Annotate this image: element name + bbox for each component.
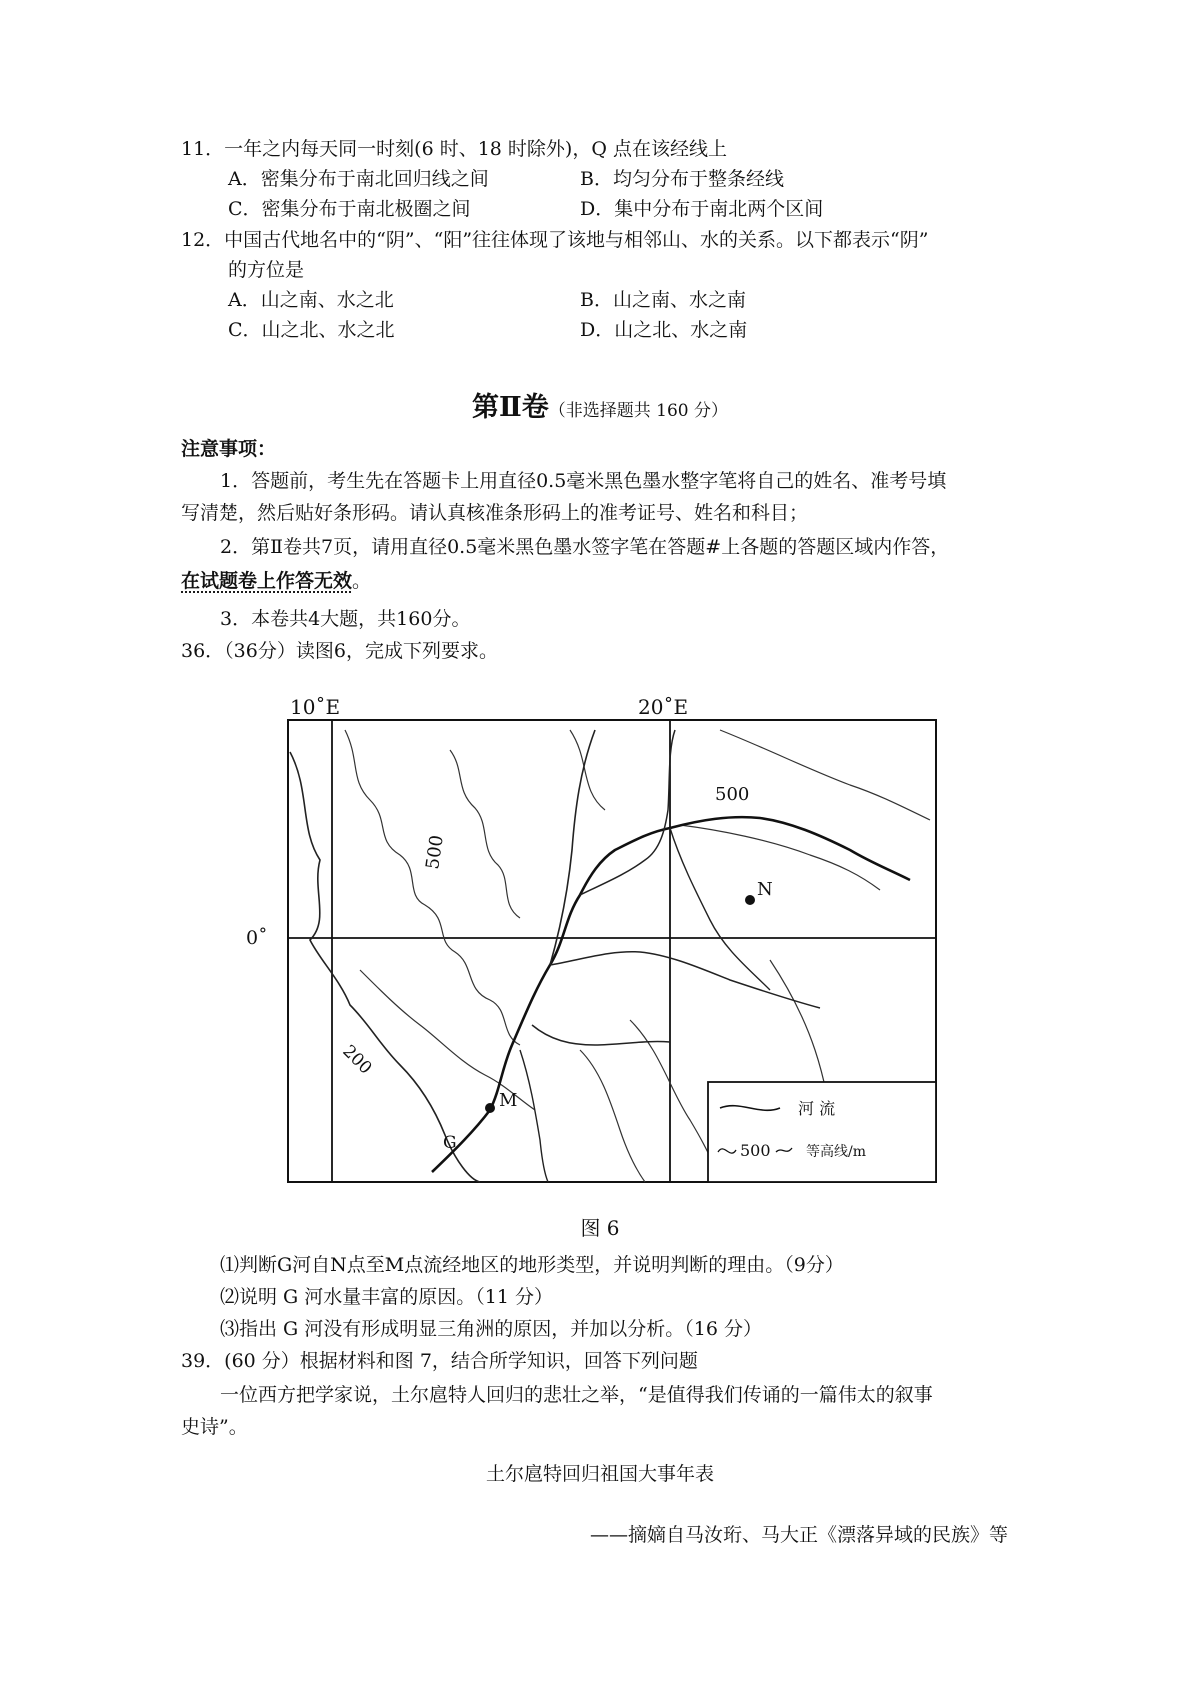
q11-option-c: C．密集分布于南北极圈之间 bbox=[228, 198, 471, 220]
contour-line bbox=[680, 825, 880, 890]
tributary bbox=[550, 730, 595, 965]
q11-option-b: B．均匀分布于整条经线 bbox=[580, 168, 784, 190]
q39-material-line2: 史诗”。 bbox=[181, 1416, 248, 1438]
figure-caption: 图 6 bbox=[580, 1216, 620, 1240]
q39-stem: 39．(60 分）根据材料和图 7，结合所学知识，回答下列问题 bbox=[181, 1350, 698, 1372]
point-n-label: N bbox=[757, 879, 773, 900]
lon-20-label: 20˚E bbox=[638, 695, 689, 719]
q11-option-a: A．密集分布于南北回归线之间 bbox=[228, 168, 489, 190]
legend-river-label: 河 流 bbox=[798, 1099, 836, 1118]
contour-line bbox=[720, 730, 930, 820]
lon-10-label: 10˚E bbox=[290, 695, 341, 719]
equator-label: 0˚ bbox=[246, 927, 268, 949]
tributary bbox=[670, 828, 770, 990]
tributary bbox=[520, 1050, 548, 1182]
point-n-marker bbox=[745, 895, 755, 905]
notes-item2-end: 。 bbox=[352, 570, 372, 592]
section-title-sub: （非选择题共 160 分） bbox=[548, 401, 729, 421]
contour-label-500-east: 500 bbox=[715, 784, 750, 805]
q12-option-d: D．山之北、水之南 bbox=[580, 319, 748, 341]
q12-option-b: B．山之南、水之南 bbox=[580, 289, 746, 311]
q39-source: ——摘嫡自马汝珩、马大正《漂落异域的民族》等 bbox=[590, 1524, 1009, 1546]
notes-item1-line1: 1．答题前，考生先在答题卡上用直径0.5毫米黑色墨水整字笔将自己的姓名、准考号填 bbox=[220, 470, 947, 492]
contour-label-500-west: 500 bbox=[422, 833, 448, 871]
contour-line bbox=[360, 970, 535, 1110]
legend-contour-label: 等高线/m bbox=[806, 1144, 866, 1160]
contour-label-200: 200 bbox=[338, 1041, 376, 1079]
contour-line bbox=[450, 750, 520, 918]
notes-item1-line2: 写清楚，然后贴好条形码。请认真核准条形码上的准考证号、姓名和科目； bbox=[181, 502, 809, 524]
q36-sub1: ⑴判断G河自N点至M点流经地区的地形类型，并说明判断的理由。（9分） bbox=[220, 1254, 844, 1276]
notes-item3: 3．本卷共4大题，共160分。 bbox=[220, 608, 471, 630]
q12-stem-line2: 的方位是 bbox=[228, 259, 305, 281]
contour-line bbox=[570, 730, 605, 810]
q39-material-line1: 一位西方把学家说，土尔扈特人回归的悲壮之举，“是值得我们传诵的一篇伟太的叙事 bbox=[220, 1384, 933, 1406]
point-m-marker bbox=[485, 1103, 495, 1113]
q12-stem-line1: 12．中国古代地名中的“阴”、“阳”往往体现了该地与相邻山、水的关系。以下都表示“阴” bbox=[181, 229, 929, 251]
point-m-label: M bbox=[499, 1090, 518, 1111]
section-title bbox=[0, 385, 1200, 424]
notes-item2-line1: 2．第Ⅱ卷共7页，请用直径0.5毫米黑色墨水签字笔在答题#上各题的答题区域内作答， bbox=[220, 536, 950, 558]
q11-stem: 11．一年之内每天同一时刻(6 时、18 时除外)，Q 点在该经线上 bbox=[181, 138, 727, 160]
map-legend bbox=[708, 1082, 936, 1182]
q11-option-d: D．集中分布于南北两个区间 bbox=[580, 198, 824, 220]
notes-item2-line2 bbox=[181, 568, 371, 594]
q36-sub3: ⑶指出 G 河没有形成明显三角洲的原因，并加以分析。（16 分） bbox=[220, 1318, 762, 1340]
contour-line bbox=[580, 1050, 645, 1182]
tributary bbox=[532, 1025, 670, 1045]
q36-stem: 36．（36分）读图6，完成下列要求。 bbox=[181, 640, 498, 662]
map-figure bbox=[246, 690, 960, 1190]
q12-option-c: C．山之北、水之北 bbox=[228, 319, 395, 341]
contour-line bbox=[630, 1020, 720, 1182]
q39-table-title: 土尔扈特回归祖国大事年表 bbox=[485, 1463, 714, 1485]
legend-contour-value: 500 bbox=[740, 1141, 771, 1160]
q36-sub2: ⑵说明 G 河水量丰富的原因。（11 分） bbox=[220, 1286, 553, 1308]
river-g-label: G bbox=[443, 1133, 457, 1153]
tributary bbox=[550, 952, 820, 1008]
notes-heading: 注意事项： bbox=[181, 438, 277, 460]
coastline bbox=[290, 752, 480, 1182]
notes-emphasis: 在试题卷上作答无效 bbox=[181, 570, 353, 592]
q12-option-a: A．山之南、水之北 bbox=[228, 289, 394, 311]
contour-line bbox=[345, 730, 520, 1045]
section-title-main: 第Ⅱ卷 bbox=[471, 392, 549, 423]
